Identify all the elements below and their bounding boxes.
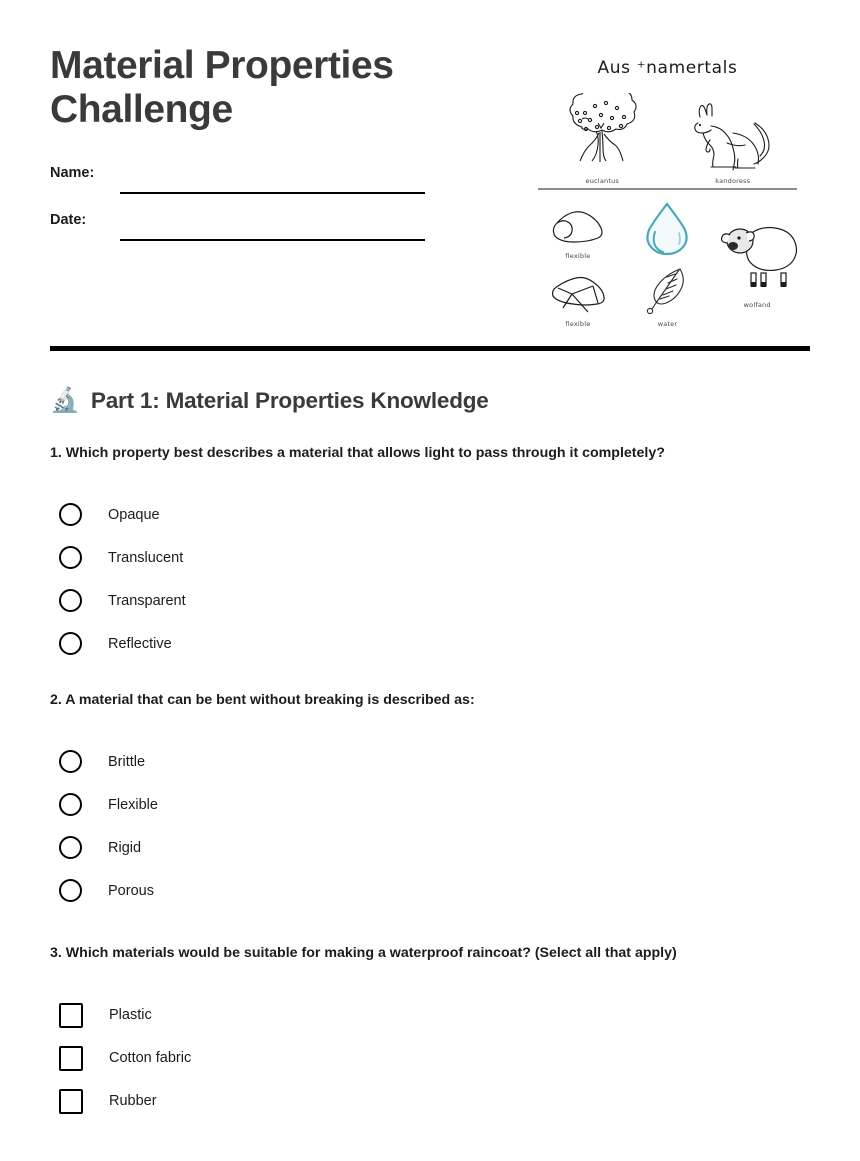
illustration-caption-sheep: wolfand	[743, 300, 771, 309]
question-3-text: 3. Which materials would be suitable for making a waterproof raincoat? (Select all that apply)	[50, 945, 677, 962]
rock-icon	[547, 204, 609, 250]
option-porous[interactable]	[50, 869, 810, 912]
question-spacer	[50, 912, 810, 944]
option-label: Reflective	[108, 635, 172, 652]
illustration-item-feather	[642, 262, 692, 328]
illustration-item-kangaroo	[683, 93, 783, 185]
microscope-icon: 🔬	[50, 387, 80, 414]
question-2-options	[50, 740, 810, 912]
name-field-label: Name:	[50, 165, 95, 181]
date-input-line[interactable]	[120, 239, 425, 241]
radio-icon[interactable]	[59, 503, 82, 526]
option-label: Transparent	[108, 592, 186, 609]
option-label: Brittle	[108, 753, 146, 770]
illustration-caption-tree: euclantus	[585, 177, 619, 185]
option-rigid[interactable]	[50, 826, 810, 869]
option-reflective[interactable]	[50, 622, 810, 665]
illustration-heading: Aus ⁺namertals	[597, 58, 738, 78]
radio-icon[interactable]	[59, 589, 82, 612]
page-title: Material Properties Challenge	[50, 44, 394, 132]
option-plastic[interactable]	[50, 994, 810, 1037]
question-1-text: 1. Which property best describes a material that allows light to pass through it completely?	[50, 445, 665, 461]
kangaroo-icon	[683, 93, 783, 175]
illustration-caption-rock: flexible	[565, 251, 591, 260]
question-3-options	[50, 994, 810, 1123]
illustration-item-water-drop	[641, 200, 693, 260]
question-1	[50, 444, 810, 665]
worksheet-header	[50, 44, 810, 334]
option-label: Plastic	[109, 1007, 152, 1024]
name-field-row	[50, 165, 425, 183]
question-spacer	[50, 665, 810, 691]
questions-list	[50, 444, 810, 1123]
radio-icon[interactable]	[59, 546, 82, 569]
radio-icon[interactable]	[59, 793, 82, 816]
illustration-top-panel	[525, 82, 810, 185]
radio-icon[interactable]	[59, 879, 82, 902]
option-label: Rubber	[109, 1093, 157, 1110]
gem-rock-icon	[547, 272, 609, 318]
name-input-line[interactable]	[120, 192, 425, 194]
date-field-label: Date:	[50, 212, 87, 228]
illustration-caption-gem-rock: flexible	[565, 319, 591, 328]
option-cotton-fabric[interactable]	[50, 1037, 810, 1080]
part-heading	[50, 388, 489, 414]
part-title: Part 1: Material Properties Knowledge	[90, 388, 489, 413]
checkbox-icon[interactable]	[59, 1046, 83, 1071]
title-block	[50, 44, 490, 133]
option-brittle[interactable]	[50, 740, 810, 783]
question-1-options	[50, 493, 810, 665]
option-label: Porous	[108, 882, 154, 899]
option-label: Opaque	[108, 506, 160, 523]
radio-icon[interactable]	[59, 632, 82, 655]
date-field-row	[50, 212, 425, 230]
illustration-item-gem-rock	[547, 272, 609, 328]
option-opaque[interactable]	[50, 493, 810, 536]
feather-icon	[642, 262, 692, 318]
illustration-card	[525, 58, 810, 328]
checkbox-icon[interactable]	[59, 1003, 83, 1028]
option-label: Rigid	[108, 839, 142, 856]
radio-icon[interactable]	[59, 836, 82, 859]
illustration-caption-feather: water	[657, 319, 678, 328]
water-drop-icon	[641, 200, 693, 258]
option-translucent[interactable]	[50, 536, 810, 579]
illustration-item-tree	[552, 93, 652, 185]
illustration-caption-kangaroo: kandoress	[715, 177, 751, 185]
option-rubber[interactable]	[50, 1080, 810, 1123]
option-transparent[interactable]	[50, 579, 810, 622]
option-label: Flexible	[108, 796, 158, 813]
checkbox-icon[interactable]	[59, 1089, 83, 1114]
question-2	[50, 691, 810, 912]
illustration-item-sheep	[713, 219, 801, 309]
illustration-bottom-panel	[525, 190, 810, 328]
option-label: Translucent	[108, 549, 184, 566]
illustration-item-rock	[547, 204, 609, 260]
tree-icon	[552, 93, 652, 175]
option-flexible[interactable]	[50, 783, 810, 826]
option-label: Cotton fabric	[109, 1050, 192, 1067]
radio-icon[interactable]	[59, 750, 82, 773]
section-divider	[50, 346, 810, 351]
question-2-text: 2. A material that can be bent without breaking is described as:	[50, 692, 475, 709]
sheep-icon	[713, 219, 801, 299]
question-3	[50, 944, 810, 1122]
